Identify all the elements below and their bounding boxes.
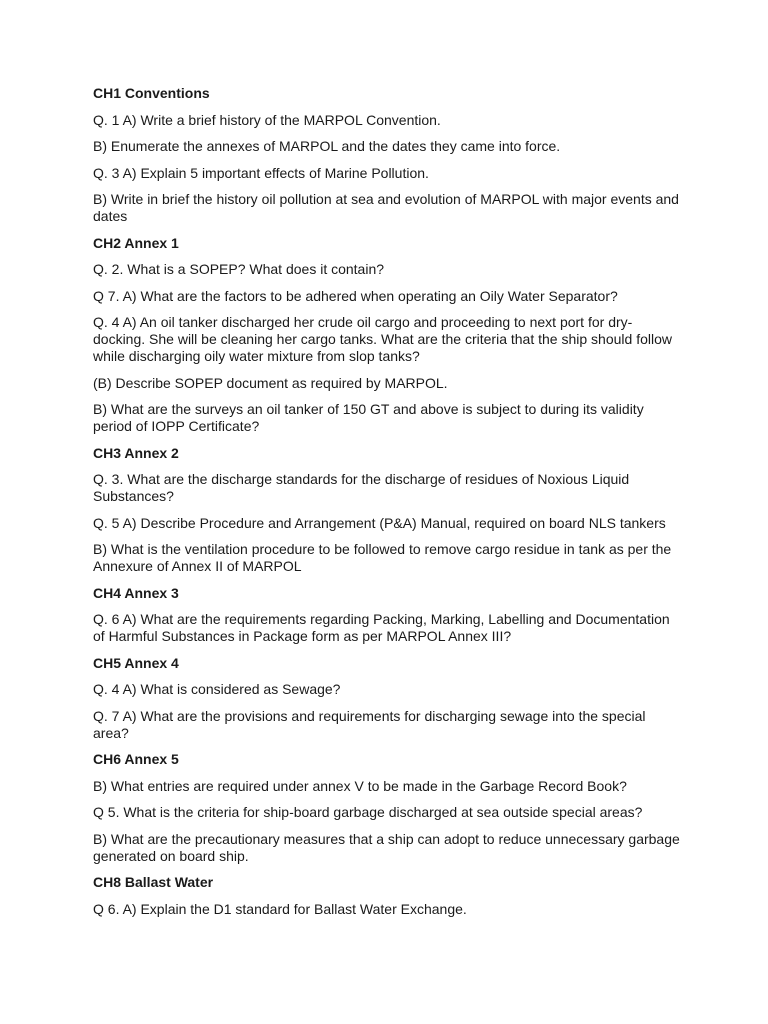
question-item: Q. 4 A) What is considered as Sewage? (93, 681, 341, 697)
question-item: (B) Describe SOPEP document as required by MARPOL. (93, 374, 448, 391)
section-ch3 (93, 445, 683, 576)
question-item: B) What entries are required under annex V to be made in the Garbage Record Book? (93, 777, 627, 794)
question-item: B) What are the precautionary measures that a ship can adopt to reduce unnecessary garbage generated on board ship. (93, 830, 680, 864)
question-item: Q. 3 A) Explain 5 important effects of Marine Pollution. (93, 164, 429, 181)
section-ch6 (93, 751, 683, 865)
question-item: Q. 7 A) What are the provisions and requirements for discharging sewage into the special area? (93, 707, 646, 741)
question-item: Q. 2. What is a SOPEP? What does it contain? (93, 261, 385, 277)
section-ch2 (93, 235, 683, 436)
section-heading: CH1 Conventions (93, 85, 210, 101)
section-heading: CH8 Ballast Water (93, 874, 214, 890)
question-item: Q 7. A) What are the factors to be adhered when operating an Oily Water Separator? (93, 287, 618, 304)
section-ch5 (93, 655, 683, 742)
question-item: B) What are the surveys an oil tanker of 150 GT and above is subject to during its validity period of IOPP Certificate? (93, 401, 644, 434)
section-heading: CH6 Annex 5 (93, 751, 179, 767)
section-heading: CH4 Annex 3 (93, 584, 179, 601)
question-item: B) Enumerate the annexes of MARPOL and the dates they came into force. (93, 138, 561, 154)
question-item: Q. 4 A) An oil tanker discharged her crude oil cargo and proceeding to next port for dry-docking. She will be cleaning her cargo tanks. What are the criteria that the ship should follow while discharging oily water mixture from slop tanks? (93, 314, 672, 364)
question-item: Q. 3. What are the discharge standards for the discharge of residues of Noxious Liquid Substances? (93, 471, 630, 504)
section-ch1 (93, 85, 683, 225)
question-item: Q. 5 A) Describe Procedure and Arrangement (P&A) Manual, required on board NLS tankers (93, 514, 666, 531)
question-item: B) Write in brief the history oil pollution at sea and evolution of MARPOL with major events and dates (93, 191, 679, 224)
question-item: Q 6. A) Explain the D1 standard for Ballast Water Exchange. (93, 900, 467, 917)
section-ch8 (93, 874, 683, 918)
question-item: Q. 6 A) What are the requirements regarding Packing, Marking, Labelling and Documentation of Harmful Substances in Package form as per MARPOL Annex III? (93, 611, 670, 644)
section-heading: CH2 Annex 1 (93, 234, 179, 251)
section-heading: CH5 Annex 4 (93, 654, 179, 671)
section-ch4 (93, 585, 683, 646)
question-document (93, 85, 683, 927)
section-heading: CH3 Annex 2 (93, 444, 179, 461)
question-item: Q. 1 A) Write a brief history of the MARPOL Convention. (93, 111, 441, 128)
question-item: Q 5. What is the criteria for ship-board garbage discharged at sea outside special areas? (93, 804, 643, 820)
question-item: B) What is the ventilation procedure to be followed to remove cargo residue in tank as per the Annexure of Annex II of MARPOL (93, 541, 672, 574)
